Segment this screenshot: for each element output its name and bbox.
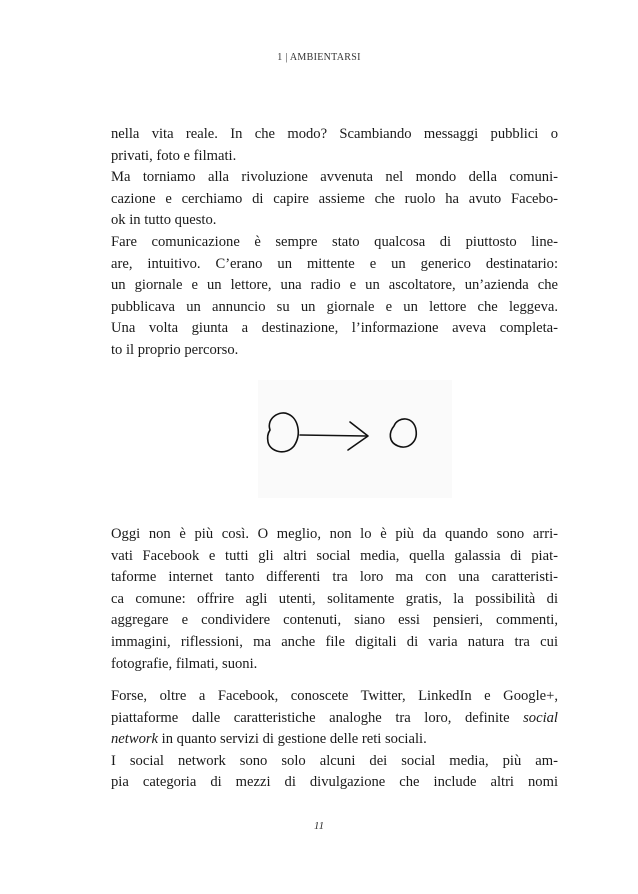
text-line: Oggi non è più così. O meglio, non lo è più da quando sono arri- xyxy=(111,526,558,542)
text-line: nella vita reale. In che modo? Scambiando messaggi pubblici o xyxy=(111,126,558,142)
emphasis-social: social xyxy=(523,709,558,726)
text-span: in quanto servizi di gestione delle reti sociali. xyxy=(158,731,427,748)
text-span: piattaforme dalle caratteristiche analoghe tra loro, definite xyxy=(111,709,524,726)
text-line: immagini, riflessioni, ma anche file digitali di varia natura tra cui xyxy=(111,633,558,650)
sketch-svg xyxy=(258,380,452,498)
running-head: 1 | AMBIENTARSI xyxy=(277,52,361,63)
text-line xyxy=(111,729,558,751)
sender-circle xyxy=(268,413,299,452)
text-line: I social network sono solo alcuni dei social media, più am- xyxy=(111,752,558,769)
text-line: Ma torniamo alla rivoluzione avvenuta nel mondo della comuni- xyxy=(111,169,558,186)
sender-receiver-sketch xyxy=(258,380,452,498)
text-line xyxy=(111,708,558,730)
text-line: cazione e cerchiamo di capire assieme che ruolo ha avuto Facebo- xyxy=(111,190,558,207)
paragraph-3 xyxy=(111,686,558,794)
receiver-circle xyxy=(390,419,416,447)
page-number: 11 xyxy=(313,820,325,832)
text-line: privati, foto e filmati. xyxy=(111,147,237,164)
text-line: Una volta giunta a destinazione, l’informazione aveva completa- xyxy=(111,320,558,337)
text-line: to il proprio percorso. xyxy=(111,341,239,358)
text-line: pia categoria di mezzi di divulgazione che include altri nomi xyxy=(111,774,558,791)
paragraph-1 xyxy=(111,124,558,362)
text-line: vati Facebook e tutti gli altri social media, quella galassia di piat- xyxy=(111,547,558,564)
text-line: aggregare e condividere contenuti, siano essi pensieri, commenti, xyxy=(111,612,558,629)
text-line: ok in tutto questo. xyxy=(111,212,217,229)
arrow-line xyxy=(300,435,366,436)
text-line: are, intuitivo. C’erano un mittente e un generico destinatario: xyxy=(111,255,558,272)
emphasis-network: network xyxy=(111,731,159,748)
paragraph-2 xyxy=(111,524,558,675)
text-line: pubblicava un annuncio su un giornale e un lettore che leggeva. xyxy=(111,298,558,315)
text-line: un giornale e un lettore, una radio e un ascoltatore, un’azienda che xyxy=(111,277,558,294)
text-line: ca comune: offrire agli utenti, solitamente gratis, la possibilità di xyxy=(111,590,558,607)
text-line: Forse, oltre a Facebook, conoscete Twitter, LinkedIn e Google+, xyxy=(111,688,558,704)
text-line: fotografie, filmati, suoni. xyxy=(111,655,258,672)
text-line: Fare comunicazione è sempre stato qualcosa di piuttosto line- xyxy=(111,233,558,250)
text-line: taforme internet tanto differenti tra loro ma con una caratteristi- xyxy=(111,569,558,586)
